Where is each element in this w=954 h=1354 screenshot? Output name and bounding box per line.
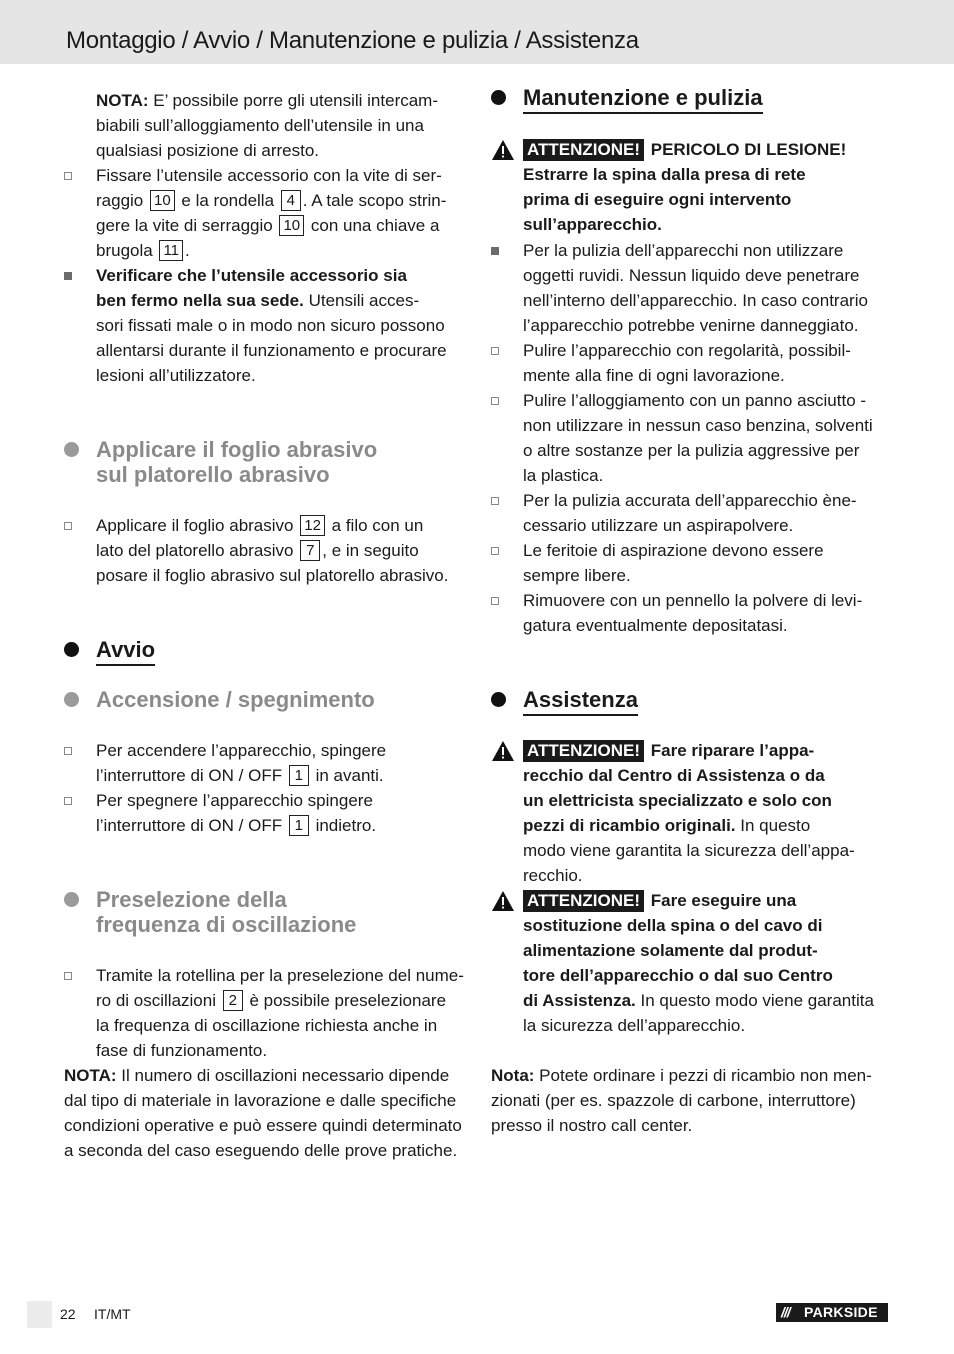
bullet-solid (491, 247, 499, 255)
brand-slashes: /// (781, 1304, 790, 1320)
bullet-hollow (64, 172, 72, 180)
bullet-hollow (491, 397, 499, 405)
heading-bullet-icon (491, 692, 506, 707)
part-number: 10 (150, 190, 175, 211)
page-number: 22 (60, 1306, 76, 1322)
bullet-hollow (491, 547, 499, 555)
section-heading-applicare: Applicare il foglio abrasivo sul platorello abrasivo (96, 437, 377, 487)
warning-icon (491, 890, 515, 912)
section-heading-avvio: Avvio (96, 637, 155, 662)
heading-bullet-icon (491, 90, 506, 105)
page-title: Montaggio / Avvio / Manutenzione e pulizia / Assistenza (66, 27, 639, 54)
list-item: Applicare il foglio abrasivo 12 a filo con un lato del platorello abrasivo 7 , e in seguito posare il foglio abrasivo sul platorello abrasivo. (96, 513, 476, 588)
part-number: 4 (281, 190, 301, 211)
list-item: Per accendere l’apparecchio, spingere l’interruttore di ON / OFF 1 in avanti. (96, 738, 466, 788)
section-heading-preselezione: Preselezione della frequenza di oscillazione (96, 887, 356, 937)
attention-label: ATTENZIONE! (523, 890, 644, 912)
heading-bullet-icon (64, 442, 79, 457)
section-heading-assistenza: Assistenza (523, 687, 638, 712)
part-number: 12 (300, 515, 325, 536)
attention-label: ATTENZIONE! (523, 139, 644, 161)
heading-bullet-icon (64, 642, 79, 657)
bullet-hollow (64, 972, 72, 980)
list-item: Tramite la rotellina per la preselezione del nume- ro di oscillazioni 2 è possibile preselezionare la frequenza di oscillazione richiesta anche in fase di funzionamento. (96, 963, 466, 1063)
part-number: 11 (159, 240, 183, 261)
warning-block: ATTENZIONE! PERICOLO DI LESIONE! Estrarre la spina dalla presa di rete prima di eseguire ogni intervento sull’apparecchio. (523, 137, 893, 237)
bullet-hollow (64, 747, 72, 755)
warning-block: ATTENZIONE! Fare eseguire una sostituzione della spina o del cavo di alimentazione solamente dal produt- tore dell’apparecchio o dal suo Centro di Assistenza. In questo modo viene garantita la sicurezza dell’apparecchio. (523, 888, 898, 1038)
section-heading-manutenzione: Manutenzione e pulizia (523, 85, 763, 110)
list-item: Per la pulizia accurata dell’apparecchio ène- cessario utilizzare un aspirapolvere. (523, 488, 893, 538)
brand-logo (776, 1303, 888, 1322)
nota-block-2: NOTA: Il numero di oscillazioni necessario dipende dal tipo di materiale in lavorazione e dalle specifiche condizioni operative e può essere quindi determinato a seconda del caso eseguendo delle prove pratiche. (64, 1066, 462, 1160)
part-number: 10 (279, 215, 304, 236)
page-header (0, 0, 954, 64)
part-number: 2 (223, 990, 243, 1011)
list-item: Le feritoie di aspirazione devono essere sempre libere. (523, 538, 893, 588)
list-item: Rimuovere con un pennello la polvere di levi- gatura eventualmente depositatasi. (523, 588, 893, 638)
warning-icon (491, 740, 515, 762)
list-item: Pulire l’apparecchio con regolarità, possibil- mente alla fine di ogni lavorazione. (523, 338, 893, 388)
bullet-hollow (64, 797, 72, 805)
footer-page-box (27, 1301, 52, 1328)
heading-bullet-icon (64, 892, 79, 907)
bullet-hollow (491, 497, 499, 505)
attention-label: ATTENZIONE! (523, 740, 644, 762)
list-item: Verificare che l’utensile accessorio sia ben fermo nella sua sede. Utensili acces- sori fissati male o in modo non sicuro possono allentarsi durante il funzionamento e procurare lesioni all’utilizzatore. (96, 263, 466, 388)
part-number: 7 (300, 540, 320, 561)
section-heading-accensione: Accensione / spegnimento (96, 687, 375, 712)
list-item: Pulire l’alloggiamento con un panno asciutto - non utilizzare in nessun caso benzina, solventi o altre sostanze per la pulizia aggressive per la plastica. (523, 388, 893, 488)
brand-name: PARKSIDE (804, 1304, 878, 1320)
nota-block-1: NOTA: E’ possibile porre gli utensili intercam- biabili sull’alloggiamento dell’utensile in una qualsiasi posizione di arresto. (96, 91, 439, 160)
bullet-solid (64, 272, 72, 280)
bullet-hollow (491, 347, 499, 355)
bullet-hollow (491, 597, 499, 605)
part-number: 1 (289, 765, 309, 786)
heading-bullet-icon (64, 692, 79, 707)
bullet-hollow (64, 522, 72, 530)
list-item: Fissare l’utensile accessorio con la vite di ser- raggio 10 e la rondella 4 . A tale scopo strin- gere la vite di serraggio 10 con una chiave a brugola 11 . (96, 163, 466, 263)
list-item: Per spegnere l’apparecchio spingere l’interruttore di ON / OFF 1 indietro. (96, 788, 466, 838)
warning-block: ATTENZIONE! Fare riparare l’appa- recchio dal Centro di Assistenza o da un elettricista specializzato e solo con pezzi di ricambio originali. In questo modo viene garantita la sicurezza dell’appa- recchio. (523, 738, 898, 888)
part-number: 1 (289, 815, 309, 836)
list-item: Per la pulizia dell’apparecchi non utilizzare oggetti ruvidi. Nessun liquido deve penetrare nell’interno dell’apparecchio. In caso contrario l’apparecchio potrebbe venirne danneggiato. (523, 238, 893, 338)
warning-icon (491, 139, 515, 161)
language-code: IT/MT (94, 1306, 131, 1322)
nota-block-3: Nota: Potete ordinare i pezzi di ricambio non men- zionati (per es. spazzole di carbone, interruttore) presso il nostro call center. (491, 1066, 872, 1135)
